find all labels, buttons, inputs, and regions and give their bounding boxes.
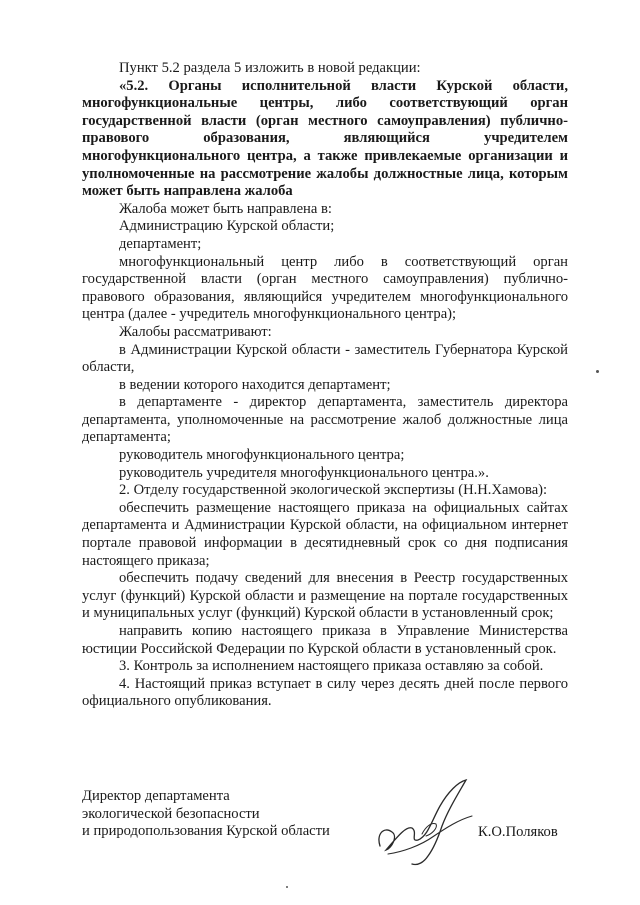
scan-speck <box>286 886 288 888</box>
paragraph-item-2-publication: обеспечить размещение настоящего приказа на официальных сайтах департамента и Администрации Курской области, на официальном интернет портале правовой информации в десятидневный срок со дня подписания настоящего приказа; <box>82 499 568 569</box>
paragraph-addressee-administration: Администрацию Курской области; <box>119 218 335 235</box>
paragraph-item-2-registry: обеспечить подачу сведений для внесения в Реестр государственных услуг (функций) Курской области и размещение на портале государственных и муниципальных услуг (функций) Курской области в установленный срок; <box>82 570 568 622</box>
signatory-title-line-2: экологической безопасности <box>82 805 260 822</box>
signatory-title-line-1: Директор департамента <box>82 788 230 804</box>
paragraph-reviewer-administration: в Администрации Курской области - заместитель Губернатора Курской области, <box>82 341 568 376</box>
signatory-title <box>82 788 382 841</box>
paragraph-reviewer-mfc-head: руководитель многофункционального центра; <box>119 447 405 464</box>
signatory-title-line-3: и природопользования Курской области <box>82 823 330 840</box>
paragraph-addressee-mfc: многофункциональный центр либо в соответствующий орган государственной власти (орган местного самоуправления) публично-правового образования, являющийся учредителем многофункционального центра (далее - учредитель многофункционального центра); <box>82 253 568 323</box>
paragraph-section-5-2-heading: «5.2. Органы исполнительной власти Курской области, многофункциональные центры, либо соответствующий орган государственной власти (орган местного самоуправления) публично-правового образования, являющийся учредителем многофункционального центра, а также привлекаемые организации и уполномоченные на рассмотрение жалобы должностные лица, которым может быть направлена жалоба <box>82 77 568 200</box>
paragraph-amendment-intro: Пункт 5.2 раздела 5 изложить в новой редакции: <box>119 60 421 76</box>
paragraph-item-4: 4. Настоящий приказ вступает в силу через десять дней после первого официального опубликования. <box>82 675 568 710</box>
paragraph-reviewer-department: в департаменте - директор департамента, заместитель директора департамента, уполномоченные на рассмотрение жалоб должностные лица департамента; <box>82 394 568 446</box>
paragraph-addressee-department: департамент; <box>119 235 202 252</box>
paragraph-reviewer-administration-cont: в ведении которого находится департамент; <box>119 376 391 393</box>
signatory-name: К.О.Поляков <box>478 824 558 840</box>
paragraph-complaint-addressees-intro: Жалоба может быть направлена в: <box>119 200 332 217</box>
paragraph-item-2: 2. Отделу государственной экологической экспертизы (Н.Н.Хамова): <box>119 482 548 499</box>
document-body <box>82 60 568 711</box>
scan-speck <box>596 370 599 373</box>
paragraph-reviewer-founder-head: руководитель учредителя многофункционального центра.». <box>119 464 489 481</box>
paragraph-item-3: 3. Контроль за исполнением настоящего приказа оставляю за собой. <box>119 658 544 675</box>
paragraph-reviewers-intro: Жалобы рассматривают: <box>119 323 272 340</box>
handwritten-signature-icon <box>362 776 480 870</box>
paragraph-item-2-ministry-copy: направить копию настоящего приказа в Управление Министерства юстиции Российской Федерации по Курской области в установленный срок. <box>82 623 568 657</box>
